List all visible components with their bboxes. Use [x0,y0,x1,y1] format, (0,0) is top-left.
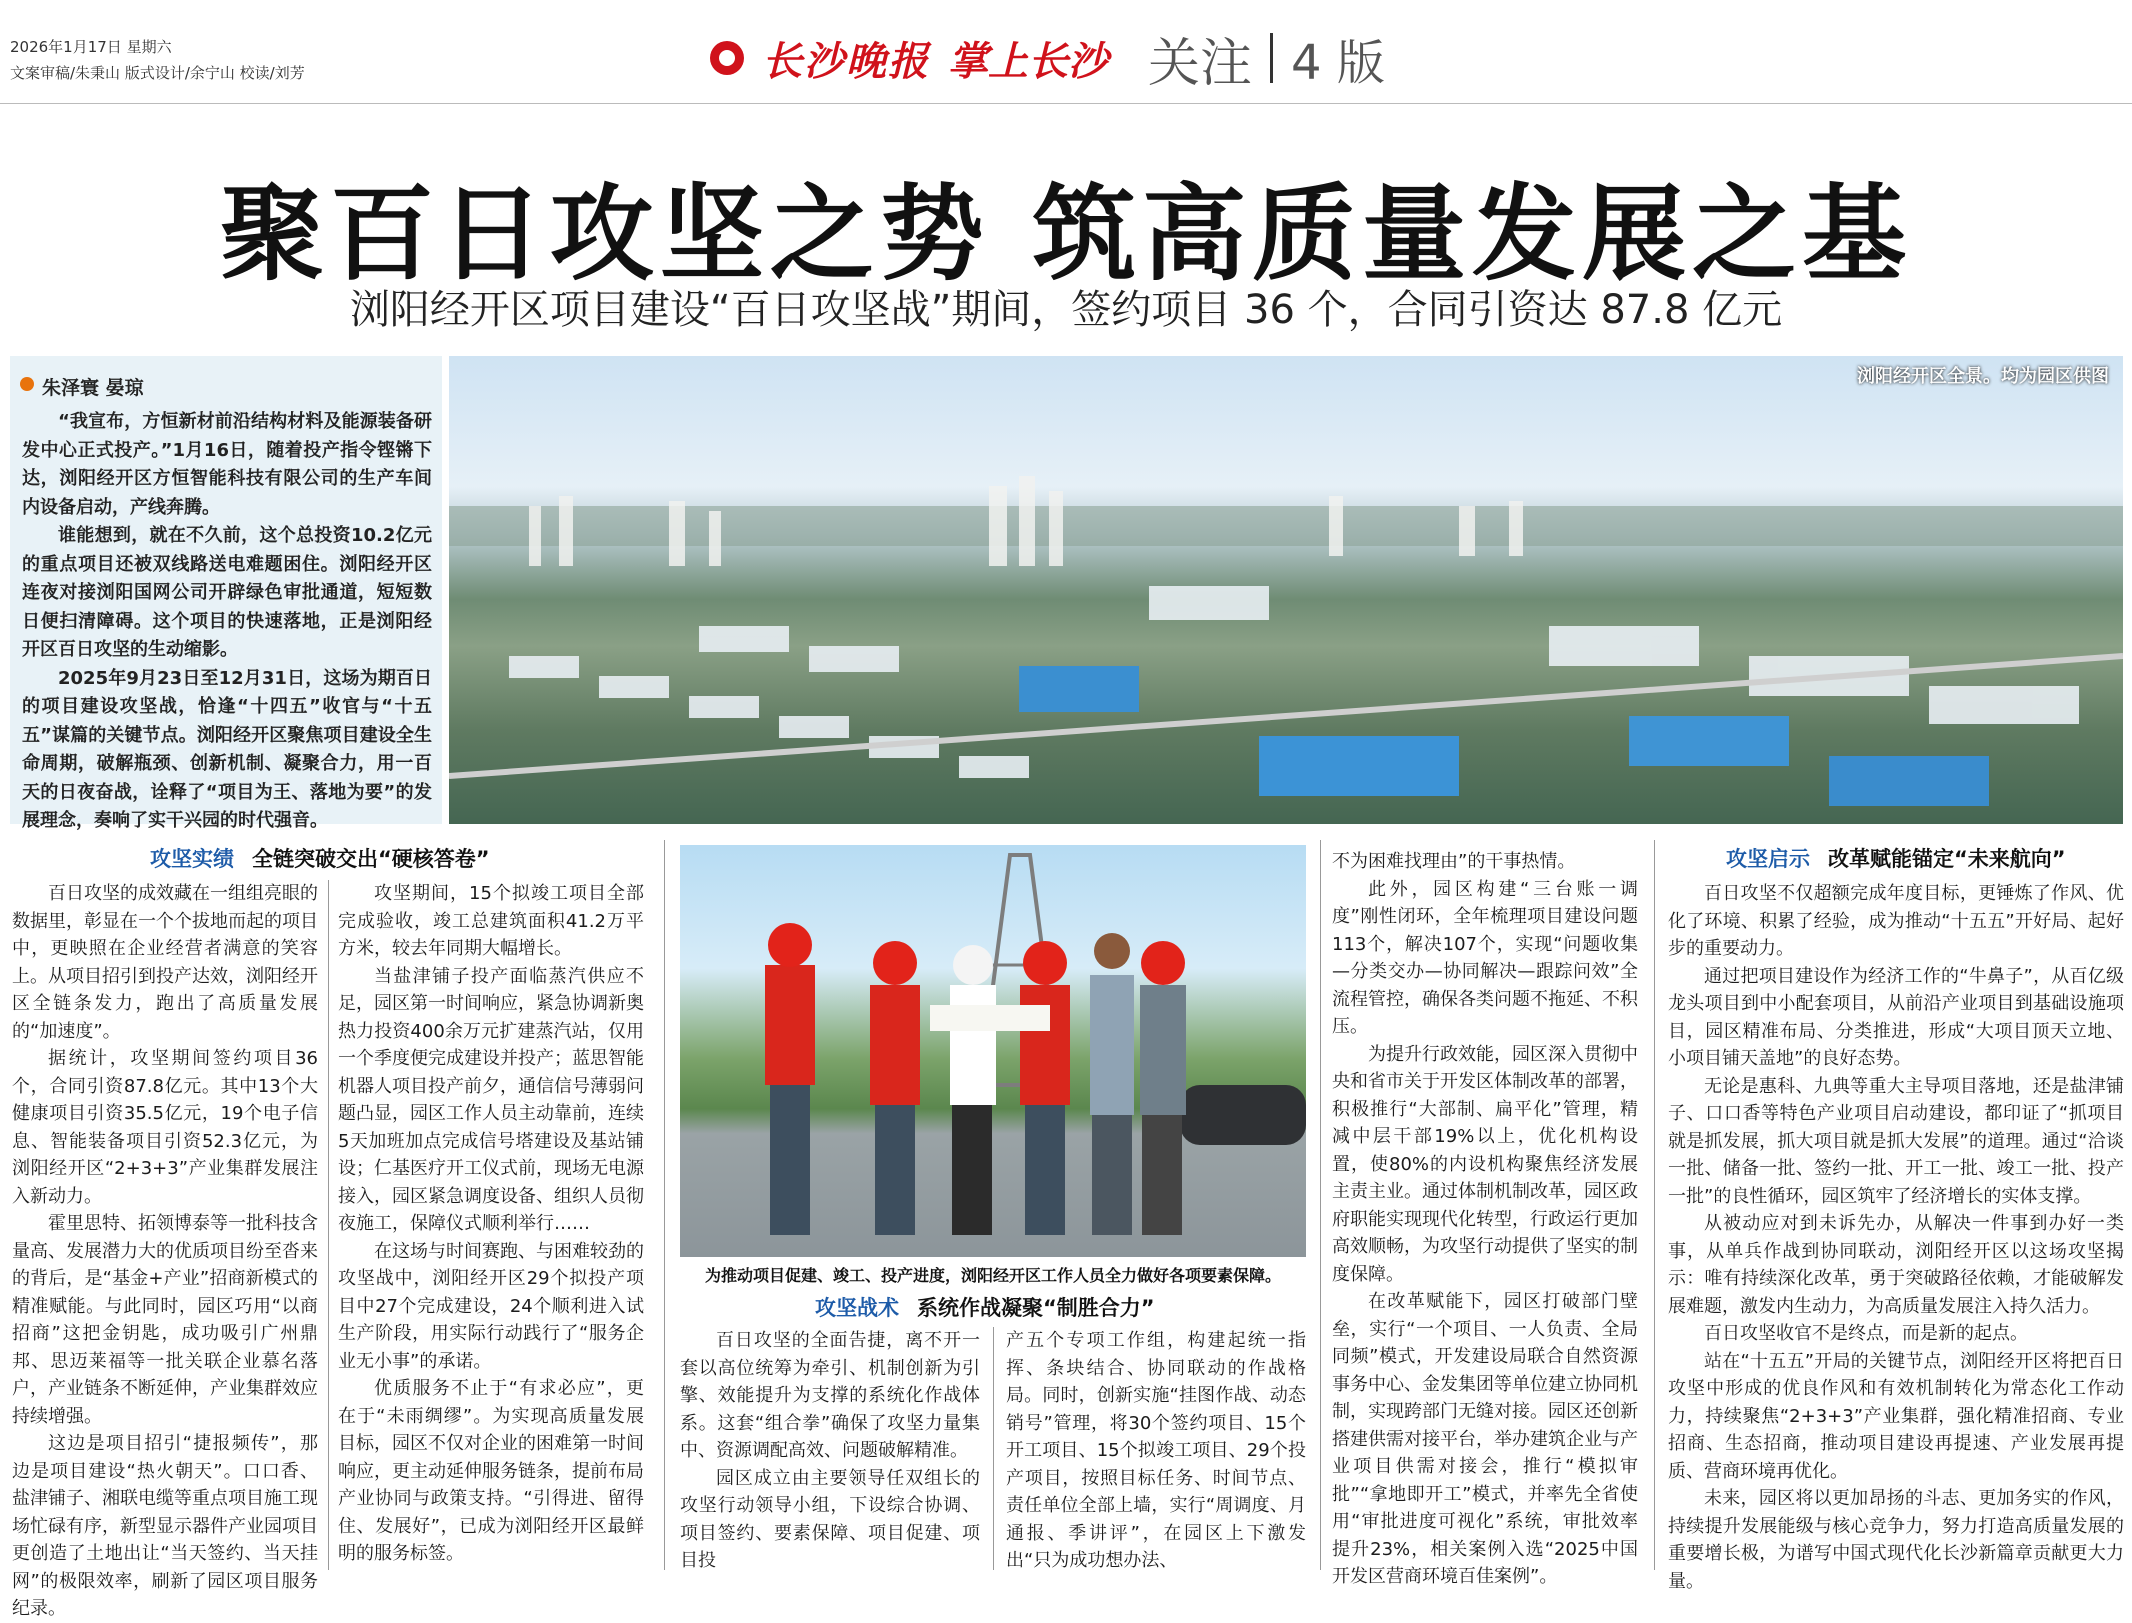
paragraph: 无论是惠科、九典等重大主导项目落地，还是盐津铺子、口口香等特色产业项目启动建设，都印证了“抓项目就是抓发展，抓大项目就是抓大发展”的道理。通过“洽谈一批、储备一批、签约一批、开工一批、竣工一批、投产一批”的良性循环，园区筑牢了经济增长的实体支撑。 [1668,1075,2124,1207]
section-title-tactics [815,1292,1155,1322]
masthead-divider [1270,33,1273,83]
section-title-results [150,843,490,873]
subheadline: 浏阳经开区项目建设“百日攻坚战”期间，签约项目 36 个，合同引资达 87.8 亿元 [349,287,1783,333]
paragraph: 百日攻坚的成效藏在一组组亮眼的数据里，彰显在一个个拔地而起的项目中，更映照在企业经营者满意的笑容上。从项目招引到投产达效，浏阳经开区全链条发力，跑出了高质量发展的“加速度”。 [12,883,318,1042]
byline-dot-icon [20,377,34,391]
paragraph: 为提升行政效能，园区深入贯彻中央和省市关于开发区体制改革的部署，积极推行“大部制、扁平化”管理，精减中层干部19%以上，优化机构设置，使80%的内设机构聚焦经济发展主责主业。通过体制机制改革，园区政府职能实现现代化转型，行政运行更加高效顺畅，为攻坚行动提供了坚实的制度保障。 [1332,1043,1638,1285]
paragraph: 百日攻坚不仅超额完成年度目标，更锤炼了作风、优化了环境、积累了经验，成为推动“十五五”开好局、起好步的重要动力。 [1668,883,2124,959]
intro-text [22,408,432,836]
app-name: 掌上长沙 [948,38,1108,85]
section-heading: 改革赋能锚定“未来航向” [1828,847,2066,871]
paragraph: 在改革赋能下，园区打破部门壁垒，实行“一个项目、一人负责、全局同频”模式，开发建设局联合自然资源事务中心、金发集团等单位建立协同机制，实现跨部门无缝对接。园区还创新搭建供需对接平台，举办建筑企业与产业项目供需对接会，推行“模拟审批”“拿地即开工”模式，并率先全省使用“审批进度可视化”系统，审批效率提升23%，相关案例入选“2025中国开发区营商环境百佳案例”。 [1332,1291,1638,1587]
masthead-logo [710,28,1385,94]
paragraph: 百日攻坚收官不是终点，而是新的起点。 [1704,1323,2028,1344]
headline: 聚百日攻坚之势 筑高质量发展之基 [219,173,1913,295]
paragraph: 园区成立由主要领导任双组长的攻坚行动领导小组，下设综合协调、项目签约、要素保障、项目促建、项目投 [680,1467,980,1571]
paragraph: 从被动应对到未诉先办，从解决一件事到办好一类事，从单兵作战到协同联动，浏阳经开区以这场攻坚揭示：唯有持续深化改革，勇于突破路径依赖，才能破解发展难题，激发内生动力，为高质量发展注入持久活力。 [1668,1213,2124,1317]
intro-paragraph: 2025年9月23日至12月31日，这场为期百日的项目建设攻坚战，恰逢“十四五”收官与“十五五”谋篇的关键节点。浏阳经开区聚焦项目建设全生命周期，破解瓶颈、创新机制、凝聚合力，用一百天的日夜奋战，诠释了“项目为王、落地为要”的发展理念，奏响了实干兴园的时代强音。 [22,667,432,831]
paragraph: 不为困难找理由”的干事热情。 [1332,851,1576,872]
workers-photo [680,845,1306,1257]
paper-logo-icon [710,41,744,75]
paragraph: 此外，园区构建“三台账一调度”刚性闭环，全年梳理项目建设问题113个，解决107个，实现“问题收集—分类交办—协同解决—跟踪问效”全流程管控，确保各类问题不拖延、不积压。 [1332,878,1638,1037]
paragraph: 霍里思特、拓领博泰等一批科技含量高、发展潜力大的优质项目纷至沓来的背后，是“基金+产业”招商新模式的精准赋能。与此同时，园区巧用“以商招商”这把金钥匙，成功吸引广州鼎邦、思迈莱福等一批关联企业慕名落户，产业链条不断延伸，产业集群效应持续增强。 [12,1213,318,1427]
intro-paragraph: “我宣布，方恒新材前沿结构材料及能源装备研发中心正式投产。”1月16日，随着投产指令铿锵下达，浏阳经开区方恒智能科技有限公司的生产车间内设备启动，产线奔腾。 [22,411,432,518]
date-line: 2026年1月17日 星期六 [10,38,172,56]
paragraph: 站在“十五五”开局的关键节点，浏阳经开区将把百日攻坚中形成的优良作风和有效机制转化为常态化工作动力，持续聚焦“2+3+3”产业集群，强化精准招商、专业招商、生态招商，推动项目建设再提速、产业发展再提质、营商环境再优化。 [1668,1350,2124,1482]
article-column-3 [680,1327,980,1575]
column-rule [664,840,665,1570]
workers-photo-illustration [680,845,1306,1257]
paragraph: 未来，园区将以更加昂扬的斗志、更加务实的作风，持续提升发展能级与核心竞争力，努力打造高质量发展的重要增长极，为谱写中国式现代化长沙新篇章贡献更大力量。 [1668,1488,2124,1592]
aerial-photo [449,356,2123,824]
column-rule [328,880,329,1570]
paragraph: 优质服务不止于“有求必应”，更在于“未雨绸缪”。为实现高质量发展目标，园区不仅对企业的困难第一时间响应，更主动延伸服务链条，提前布局产业协同与政策支持。“引得进、留得住、发展好”，已成为浏阳经开区最鲜明的服务标签。 [338,1378,644,1564]
paper-name: 长沙晚报 [762,37,930,85]
aerial-photo-illustration [449,356,2123,824]
column-rule [993,1327,994,1570]
page-number: 4 版 [1291,34,1385,91]
paragraph: 百日攻坚的全面告捷，离不开一套以高位统筹为牵引、机制创新为引擎、效能提升为支撑的系统化作战体系。这套“组合拳”确保了攻坚力量集中、资源调配高效、问题破解精准。 [680,1330,980,1461]
staff-line: 文案审稿/朱秉山 版式设计/余宁山 校读/刘芳 [10,64,305,82]
intro-paragraph: 谁能想到，就在不久前，这个总投资10.2亿元的重点项目还被双线路送电难题困住。浏阳经开区连夜对接浏阳国网公司开辟绿色审批通道，短短数日便扫清障碍。这个项目的快速落地，正是浏阳经开区百日攻坚的生动缩影。 [22,525,432,660]
photo-caption: 浏阳经开区全景。均为园区供图 [1857,366,2109,387]
byline: 朱泽寰 晏琼 [42,377,144,399]
article-column-4 [1006,1327,1306,1575]
article-column-1 [12,880,318,1623]
section-tag: 攻坚实绩 [150,847,234,871]
article-column-6 [1668,880,2124,1595]
paragraph: 通过把项目建设作为经济工作的“牛鼻子”，从百亿级龙头项目到中小配套项目，从前沿产业项目到基础设施项目，园区精准布局、分类推进，形成“大项目顶天立地、小项目铺天盖地”的良好态势。 [1668,965,2124,1069]
masthead-info [10,34,305,86]
section-title-insights [1726,843,2066,873]
masthead-rule [0,103,2132,104]
photo-caption-2: 为推动项目促建、竣工、投产进度，浏阳经开区工作人员全力做好各项要素保障。 [704,1266,1281,1285]
section-heading: 系统作战凝聚“制胜合力” [917,1296,1155,1320]
paragraph: 产五个专项工作组，构建起统一指挥、条块结合、协同联动的作战格局。同时，创新实施“挂图作战、动态销号”管理，将30个签约项目、15个开工项目、15个拟竣工项目、29个投产项目，按照目标任务、时间节点、责任单位全部上墙，实行“周调度、月通报、季讲评”，在园区上下激发出“只为成功想办法、 [1006,1330,1306,1571]
paragraph: 据统计，攻坚期间签约项目36个，合同引资87.8亿元。其中13个大健康项目引资35.5亿元，19个电子信息、智能装备项目引资52.3亿元，为浏阳经开区“2+3+3”产业集群发展注入新动力。 [12,1048,318,1207]
section-name: 关注 [1148,33,1253,94]
article-column-5 [1332,848,1638,1591]
paragraph: 当盐津铺子投产面临蒸汽供应不足，园区第一时间响应，紧急协调新奥热力投资400余万元扩建蒸汽站，仅用一个季度便完成建设并投产；蓝思智能机器人项目投产前夕，通信信号薄弱问题凸显，园区工作人员主动靠前，连续5天加班加点完成信号塔建设及基站铺设；仁基医疗开工仪式前，现场无电源接入，园区紧急调度设备、组织人员彻夜施工，保障仪式顺利举行…… [338,965,644,1234]
column-rule [1320,840,1321,1570]
paragraph: 这边是项目招引“捷报频传”，那边是项目建设“热火朝天”。口口香、盐津铺子、湘联电缆等重点项目施工现场忙碌有序，新型显示器件产业园项目更创造了土地出让“当天签约、当天挂网”的极限效率，刷新了园区项目服务纪录。 [12,1433,318,1619]
paragraph: 攻坚期间，15个拟竣工项目全部完成验收，竣工总建筑面积41.2万平方米，较去年同期大幅增长。 [338,883,644,959]
column-rule [1654,840,1655,1570]
article-column-2 [338,880,644,1568]
section-tag: 攻坚启示 [1726,847,1810,871]
section-heading: 全链突破交出“硬核答卷” [252,847,490,871]
section-tag: 攻坚战术 [815,1296,899,1320]
paragraph: 在这场与时间赛跑、与困难较劲的攻坚战中，浏阳经开区29个拟投产项目中27个完成建设，24个顺利进入试生产阶段，用实际行动践行了“服务企业无小事”的承诺。 [338,1240,644,1372]
